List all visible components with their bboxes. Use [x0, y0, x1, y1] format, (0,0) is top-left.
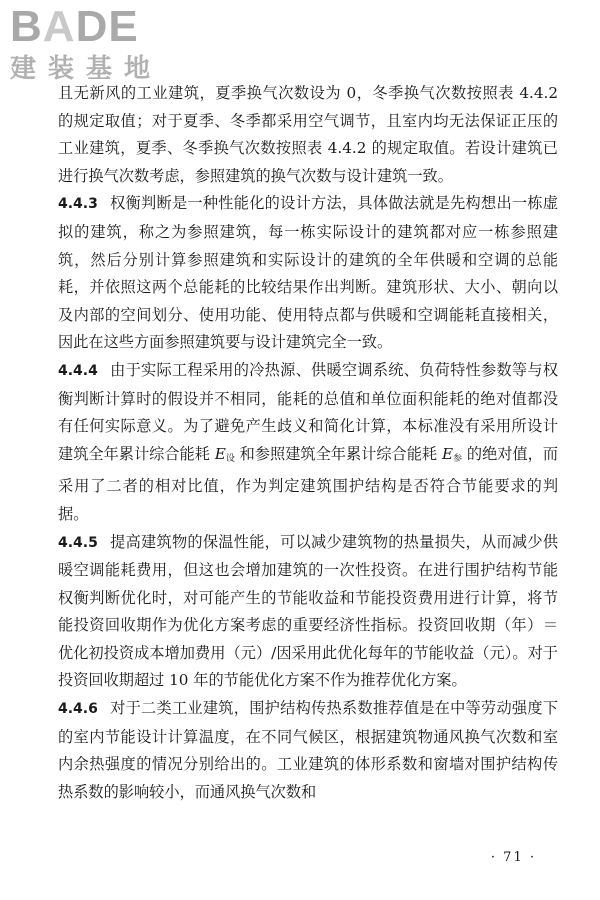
- section-number: 4.4.3: [58, 196, 98, 213]
- paragraph-text: 且无新风的工业建筑，夏季换气次数设为 0，冬季换气次数按照表 4.4.2 的规定取值；对于夏季、冬季都采用空气调节，且室内均无法保证正压的工业建筑，夏季、冬季换气次数按照表 4.4.2 的规定取值。若设计建筑已进行换气次数考虑，参照建筑的换气次数与设计建筑一致。: [58, 84, 558, 185]
- energy-symbol-design: [215, 445, 226, 463]
- section-4-4-5: [58, 529, 558, 696]
- energy-symbol-reference: [442, 445, 453, 463]
- watermark-subtitle: 建装基地: [10, 54, 163, 84]
- watermark-letter-b: B: [10, 2, 43, 51]
- symbol-subscript: 设: [225, 453, 235, 464]
- section-4-4-4: [58, 357, 558, 529]
- symbol-subscript: 参: [453, 453, 463, 464]
- paragraph-text: 提高建筑物的保温性能，可以减少建筑物的热量损失，从而减少供暖空调能耗费用，但这也会增加建筑的一次性投资。在进行围护结构节能权衡判断优化时，对可能产生的节能收益和节能投资费用进行计算，将节能投资回收期作为优化方案考虑的重要经济性指标。投资回收期（年）＝优化初投资成本增加费用（元）/因采用此优化每年的节能收益（元）。对于投资回收期超过 10 年的节能优化方案不作为推荐优化方案。: [58, 532, 558, 690]
- paragraph-text: 权衡判断是一种性能化的设计方法，具体做法就是先构想出一栋虚拟的建筑，称之为参照建筑，每一栋实际设计的建筑都对应一栋参照建筑，然后分别计算参照建筑和实际设计的建筑的全年供暖和空调的总能耗，并依照这两个总能耗的比较结果作出判断。建筑形状、大小、朝向以及内部的空间划分、使用功能、使用特点都与供暖和空调能耗直接相关，因此在这些方面参照建筑要与设计建筑完全一致。: [58, 194, 558, 352]
- watermark-letters-de: DE: [75, 2, 139, 51]
- paragraph-text: 和参照建筑全年累计综合能耗: [234, 444, 442, 463]
- section-number: 4.4.6: [58, 701, 98, 718]
- symbol-letter: E: [441, 444, 454, 463]
- paragraph-continuation: [58, 80, 558, 190]
- watermark-logo: [10, 4, 180, 94]
- page-number: · 71 ·: [490, 850, 536, 865]
- paragraph-text: 的绝对值，而采用了二者的相对比值，作为判定建筑围护结构是否符合节能要求的判据。: [58, 444, 559, 523]
- section-number: 4.4.4: [58, 362, 98, 379]
- section-4-4-3: [58, 190, 558, 357]
- symbol-letter: E: [214, 444, 226, 463]
- paragraph-text: 对于二类工业建筑，围护结构传热系数推荐值是在中等劳动强度下的室内节能设计计算温度，在不同气候区，根据建筑物通风换气次数和室内余热强度的情况分别给出的。工业建筑的体形系数和窗墙对围护结构传热系数的影响较小，而通风换气次数和: [58, 699, 558, 801]
- section-4-4-6: [58, 695, 558, 806]
- watermark-logo-text: [10, 4, 180, 50]
- watermark-letter-a: A: [42, 2, 76, 51]
- document-body: [58, 80, 558, 806]
- section-number: 4.4.5: [58, 534, 98, 551]
- paragraph-text: 由于实际工程采用的冷热源、供暖空调系统、负荷特性参数等与权衡判断计算时的假设并不相同，能耗的总值和单位面积能耗的绝对值都没有任何实际意义。为了避免产生歧义和简化计算，本标准没有采用所设计建筑全年累计综合能耗: [58, 360, 558, 463]
